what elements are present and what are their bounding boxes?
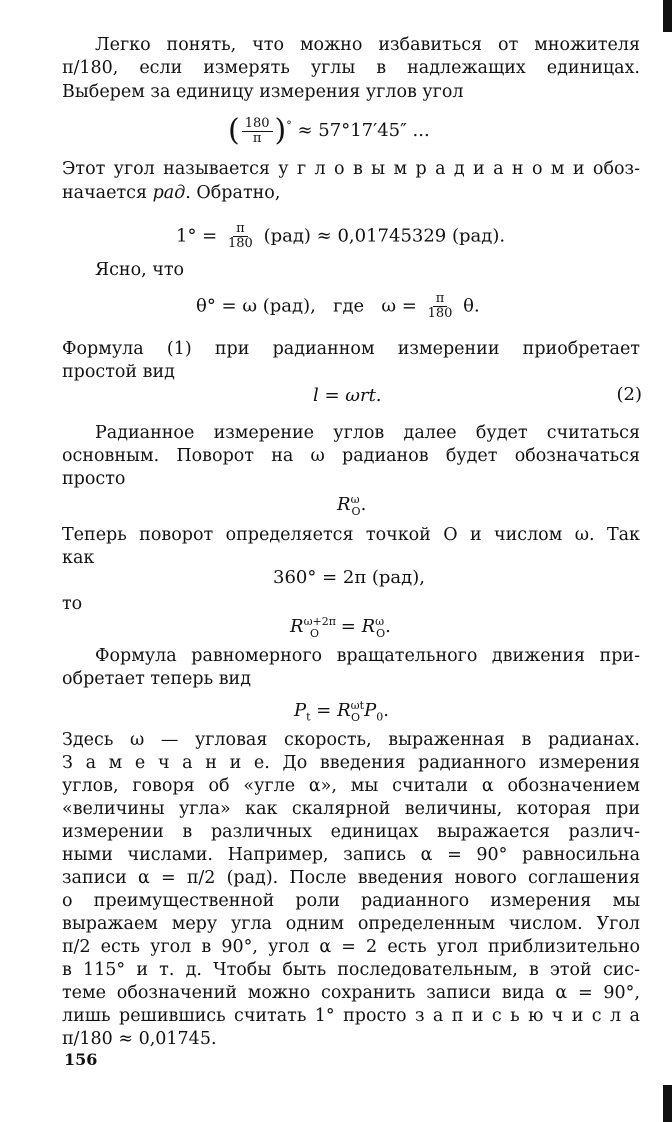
text-line: π/180, если измерять углы в надлежащих единицах. xyxy=(62,58,640,78)
text-line: о преимущественной роли радианного измерения мы xyxy=(62,891,640,911)
text-line: основным. Поворот на ω радианов будет обозначаться xyxy=(62,446,640,466)
text-line: Теперь поворот определяется точкой O и числом ω. Так xyxy=(62,525,640,545)
formula-rotation: $R^\omega_O$. xyxy=(337,493,367,518)
text-line: ными числами. Например, запись α = 90° равносильна xyxy=(62,845,640,865)
text-line: Ясно, что xyxy=(95,260,185,280)
text-line: теме обозначений можно сохранить записи вида α = 90°, xyxy=(62,983,640,1003)
text-line: то xyxy=(62,594,83,614)
page-edge-mark-top xyxy=(663,0,672,32)
text-line: измерении в различных единицах выражается различ- xyxy=(62,822,640,842)
text-line: обретает теперь вид xyxy=(62,669,251,689)
text-line: лишь решившись считать 1° просто з а п и с ь ю ч и с л а xyxy=(62,1006,640,1026)
formula-rotation-period: $R^{\omega+2\pi}_O = R^\omega_O$. xyxy=(290,615,391,640)
text-line: в 115° и т. д. Чтобы быть последовательным, в этой сис- xyxy=(62,960,640,980)
text-line: Формула равномерного вращательного движения при- xyxy=(95,646,640,666)
text-line: Выберем за единицу измерения углов угол xyxy=(62,82,464,102)
text-line: просто xyxy=(62,469,126,489)
text-line: Радианное измерение углов далее будет считаться xyxy=(95,423,640,443)
formula-theta: θ° = ω (рад), где ω = $\frac{\pi}{180}$ θ. xyxy=(196,291,480,321)
formula-radian-degrees: ( $\frac{180}{\pi}$ )° ≈ 57°17′45″ ... xyxy=(228,113,430,148)
text-line: π/2 есть угол в 90°, угол α = 2 есть угол приблизительно xyxy=(62,937,640,957)
text-line: Формула (1) при радианном измерении приобретает xyxy=(62,339,640,359)
page-number: 156 xyxy=(64,1050,98,1069)
text-line: «величины угла» как скалярной величины, которая при xyxy=(62,799,640,819)
formula-uniform-rotation: $P_t = R^{\omega t}_O$ $P_0$. xyxy=(294,699,389,724)
formula-arc-length: l = ωrt. xyxy=(313,385,382,406)
equation-number: (2) xyxy=(616,384,642,405)
text-line: углов, говоря об «угле α», мы считали α обозначением xyxy=(62,776,640,796)
text-line: записи α = π/2 (рад). После введения нового соглашения xyxy=(62,868,640,888)
text-line: Здесь ω — угловая скорость, выраженная в радианах. xyxy=(62,730,640,750)
text-line: как xyxy=(62,548,95,568)
text-line: π/180 ≈ 0,01745. xyxy=(62,1029,217,1049)
formula-full-turn: 360° = 2π (рад), xyxy=(273,567,425,588)
text-line: простой вид xyxy=(62,362,175,382)
text-line: выражаем меру угла одним определенным числом. Угол xyxy=(62,914,640,934)
text-line: Легко понять, что можно избавиться от множителя xyxy=(95,35,640,55)
text-line: начается рад. Обратно, xyxy=(62,183,281,203)
text-line: З а м е ч а н и е. До введения радианного измерения xyxy=(62,753,640,773)
page-edge-mark-bottom xyxy=(663,1085,672,1122)
formula-one-degree: 1° = $\frac{\pi}{180}$ (рад) ≈ 0,01745329 (рад). xyxy=(176,221,506,251)
text-line: Этот угол называется у г л о в ы м р а д и а н о м и обоз- xyxy=(62,159,640,179)
